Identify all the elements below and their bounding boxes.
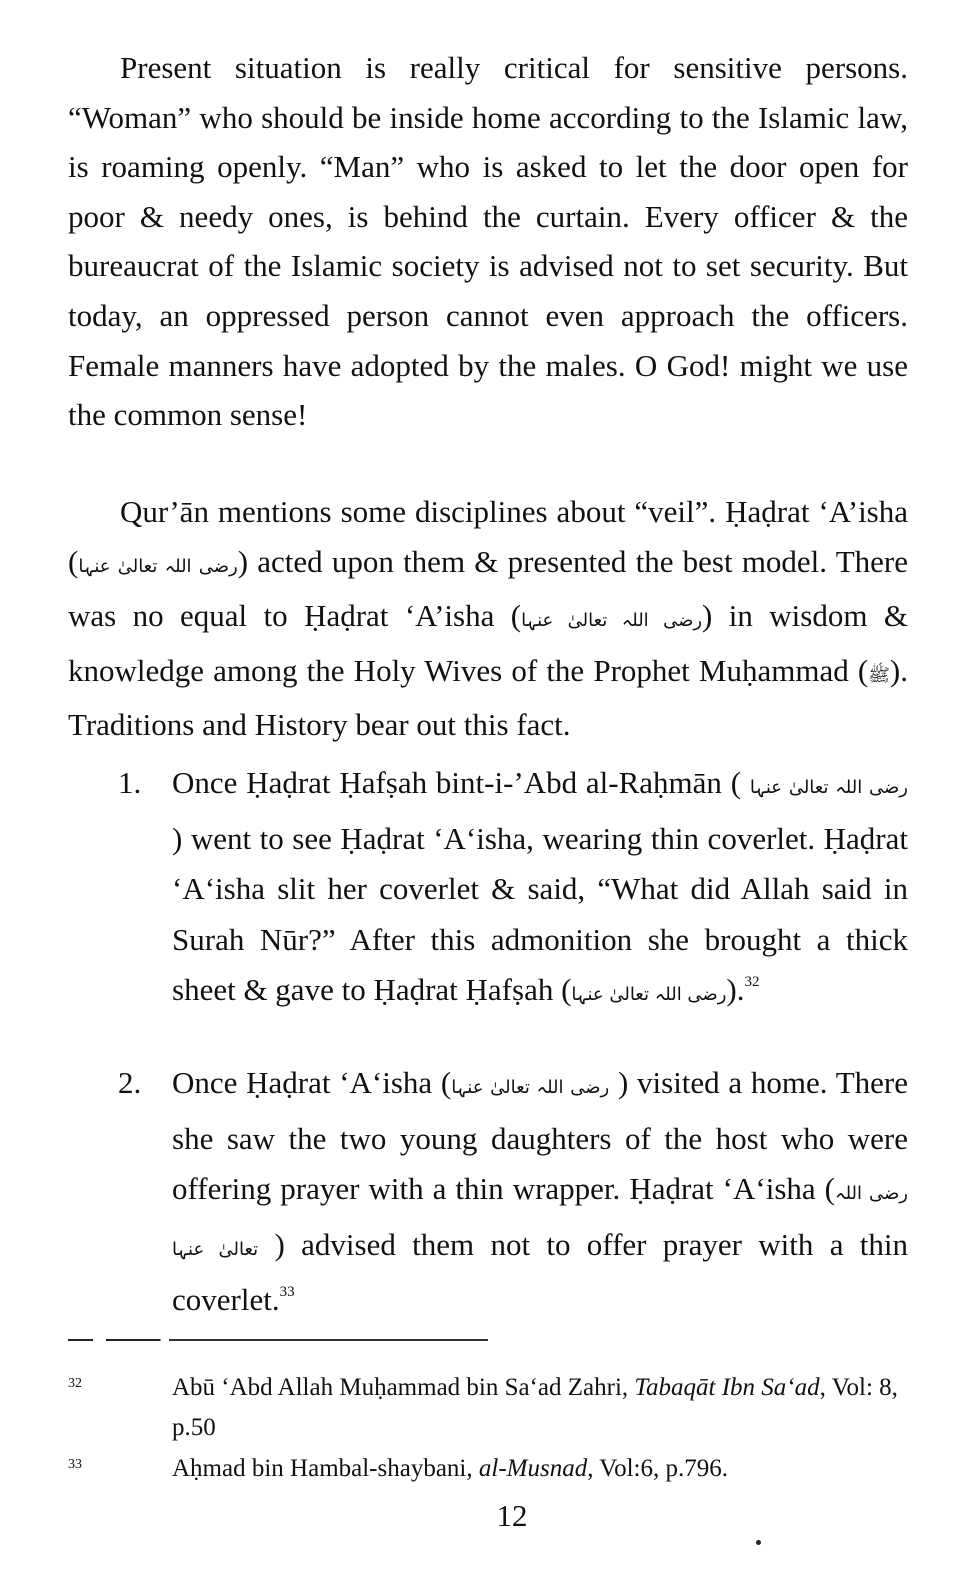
footnote-location: , Vol: 8, p.50 [172, 1374, 898, 1441]
list-item-text: ). [726, 972, 745, 1007]
list-item-body [172, 758, 908, 1021]
paragraph-text: Present situation is really critical for sensitive persons. “Woman” who should be inside home according to the Islamic law, is roaming openly. “Man” who is asked to let the door open for poor & needy ones, is behind the curtain. Every officer & the bureaucrat of the Islamic society is advised not to set security. But today, an oppressed person cannot even approach the officers. Female manners have adopted by the males. O God! might we use the common sense! [68, 50, 908, 433]
list-item-text: Once Ḥaḍrat ‘A‘isha ( [172, 1065, 452, 1100]
footnote-author: Abū ‘Abd Allah Muḥammad bin Sa‘ad Zahri, [172, 1374, 635, 1401]
list-item [118, 758, 908, 1021]
list-item-body [172, 1058, 908, 1326]
footnote [68, 1368, 908, 1448]
honorific-arabic: رضی اللہ تعالیٰ عنہا [749, 777, 908, 798]
scan-speck [756, 1540, 761, 1545]
list-item [118, 1058, 908, 1326]
page-number: 12 [496, 1498, 528, 1533]
footnote-reference[interactable]: 32 [744, 974, 760, 990]
paragraph-present-situation [68, 43, 908, 440]
paragraph-quran-veil [68, 487, 908, 750]
honorific-arabic: رضی اللہ تعالیٰ عنہا [571, 984, 727, 1005]
list-item-text: ) visited a home. There she saw the two young daughters of the host who were offering prayer with a thin wrapper. Ḥaḍrat ‘A‘isha ( [172, 1065, 908, 1206]
footnote-title: al-Musnad [478, 1455, 588, 1482]
honorific-arabic: رضی اللہ تعالیٰ عنہا [451, 1077, 610, 1098]
footnote-number: 33 [68, 1457, 82, 1472]
paragraph-text: ) acted upon them & presented the best model. There was no equal to Ḥaḍrat ‘A’isha ( [68, 543, 908, 634]
list-item-text: Once Ḥaḍrat Ḥafṣah bint-i-’Abd al-Raḥmān ( [172, 765, 750, 800]
list-item-text: ) went to see Ḥaḍrat ‘A‘isha, wearing thin coverlet. Ḥaḍrat ‘A‘isha slit her coverlet & said, “What did Allah said in Surah Nūr?” After this admonition she brought a thick sheet & gave to Ḥaḍrat Ḥafṣah ( [172, 820, 908, 1007]
salutation-icon: ﷺ [868, 664, 890, 686]
honorific-arabic: رضی اللہ تعالیٰ عنہا [172, 1183, 908, 1260]
paragraph-text: ). Traditions and History bear out this fact. [68, 652, 908, 743]
list-item-text: ) advised them not to offer prayer with a thin coverlet. [172, 1226, 909, 1317]
footnote-number: 32 [68, 1376, 82, 1391]
footnote-location: , Vol:6, p.796. [587, 1455, 728, 1482]
footnote-title: Tabaqāt Ibn Sa‘ad [634, 1374, 820, 1401]
footnote-reference[interactable]: 33 [279, 1284, 295, 1300]
list-item-number: 1. [118, 765, 142, 800]
honorific-arabic: رضی اللہ تعالیٰ عنہا [78, 555, 238, 577]
honorific-arabic: رضی اللہ تعالیٰ عنہا [521, 610, 703, 632]
footnote-divider [68, 1339, 488, 1341]
paragraph-text: Qur’ān mentions some disciplines about “veil”. Ḥaḍrat ‘A’isha ( [68, 494, 908, 579]
paragraph-text: ) in wisdom & knowledge among the Holy Wives of the Prophet Muḥammad ( [68, 598, 908, 688]
footnote-text [172, 1368, 908, 1448]
footnote [68, 1449, 908, 1489]
footnote-author: Aḥmad bin Hambal-shaybani, [172, 1455, 479, 1482]
list-item-number: 2. [118, 1065, 142, 1100]
footnote-text [172, 1449, 908, 1489]
